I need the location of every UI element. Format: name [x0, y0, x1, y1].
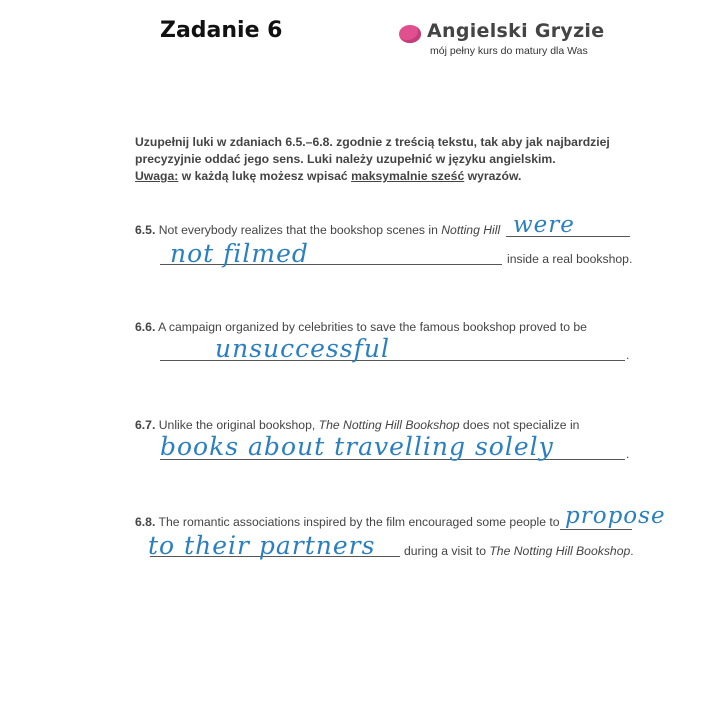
question-6-6 — [135, 320, 587, 334]
instructions — [135, 134, 610, 185]
note-text-end: wyrazów. — [464, 169, 522, 183]
question-text: A campaign organized by celebrities to save the famous bookshop proved to be — [158, 320, 587, 334]
question-6-5 — [135, 223, 500, 237]
bookshop-title: The Notting Hill Bookshop — [489, 544, 631, 558]
answer-line[interactable] — [560, 529, 632, 530]
brand-tagline: mój pełny kurs do matury dla Was — [430, 45, 588, 57]
question-text-end: does not specialize in — [459, 418, 580, 432]
question-number: 6.7. — [135, 418, 156, 432]
brain-logo-icon — [399, 25, 421, 43]
period: . — [626, 447, 630, 461]
note-emphasis: maksymalnie sześć — [351, 169, 465, 183]
question-text: Not everybody realizes that the bookshop scenes in — [158, 223, 442, 237]
handwritten-answer: were — [513, 212, 575, 238]
question-number: 6.8. — [135, 515, 156, 529]
handwritten-answer: unsuccessful — [215, 334, 390, 363]
question-6-8 — [135, 515, 560, 529]
note-text: w każdą lukę możesz wpisać — [178, 169, 352, 183]
question-text-end: inside a real bookshop. — [507, 252, 633, 266]
handwritten-answer: propose — [565, 503, 666, 529]
note-label: Uwaga: — [135, 169, 179, 183]
page-title: Zadanie 6 — [160, 18, 283, 43]
period: . — [630, 544, 634, 558]
question-text: during a visit to — [404, 544, 490, 558]
question-text: The romantic associations inspired by the film encouraged some people to — [158, 515, 560, 529]
handwritten-answer: books about travelling solely — [160, 432, 554, 461]
handwritten-answer: not filmed — [170, 239, 309, 268]
question-6-7 — [135, 418, 579, 432]
instructions-line-2: precyzyjnie oddać jego sens. Luki należy uzupełnić w języku angielskim. — [135, 152, 556, 166]
period: . — [626, 348, 630, 362]
film-title: Notting Hill — [441, 223, 501, 237]
question-text-end — [404, 544, 634, 558]
instructions-note — [135, 168, 610, 185]
question-number: 6.5. — [135, 223, 156, 237]
brand-name: Angielski Gryzie — [427, 20, 605, 42]
bookshop-title: The Notting Hill Bookshop — [318, 418, 460, 432]
question-number: 6.6. — [135, 320, 156, 334]
question-text: Unlike the original bookshop, — [158, 418, 319, 432]
instructions-line-1: Uzupełnij luki w zdaniach 6.5.–6.8. zgodnie z treścią tekstu, tak aby jak najbardziej — [135, 135, 610, 149]
handwritten-answer: to their partners — [148, 531, 376, 560]
